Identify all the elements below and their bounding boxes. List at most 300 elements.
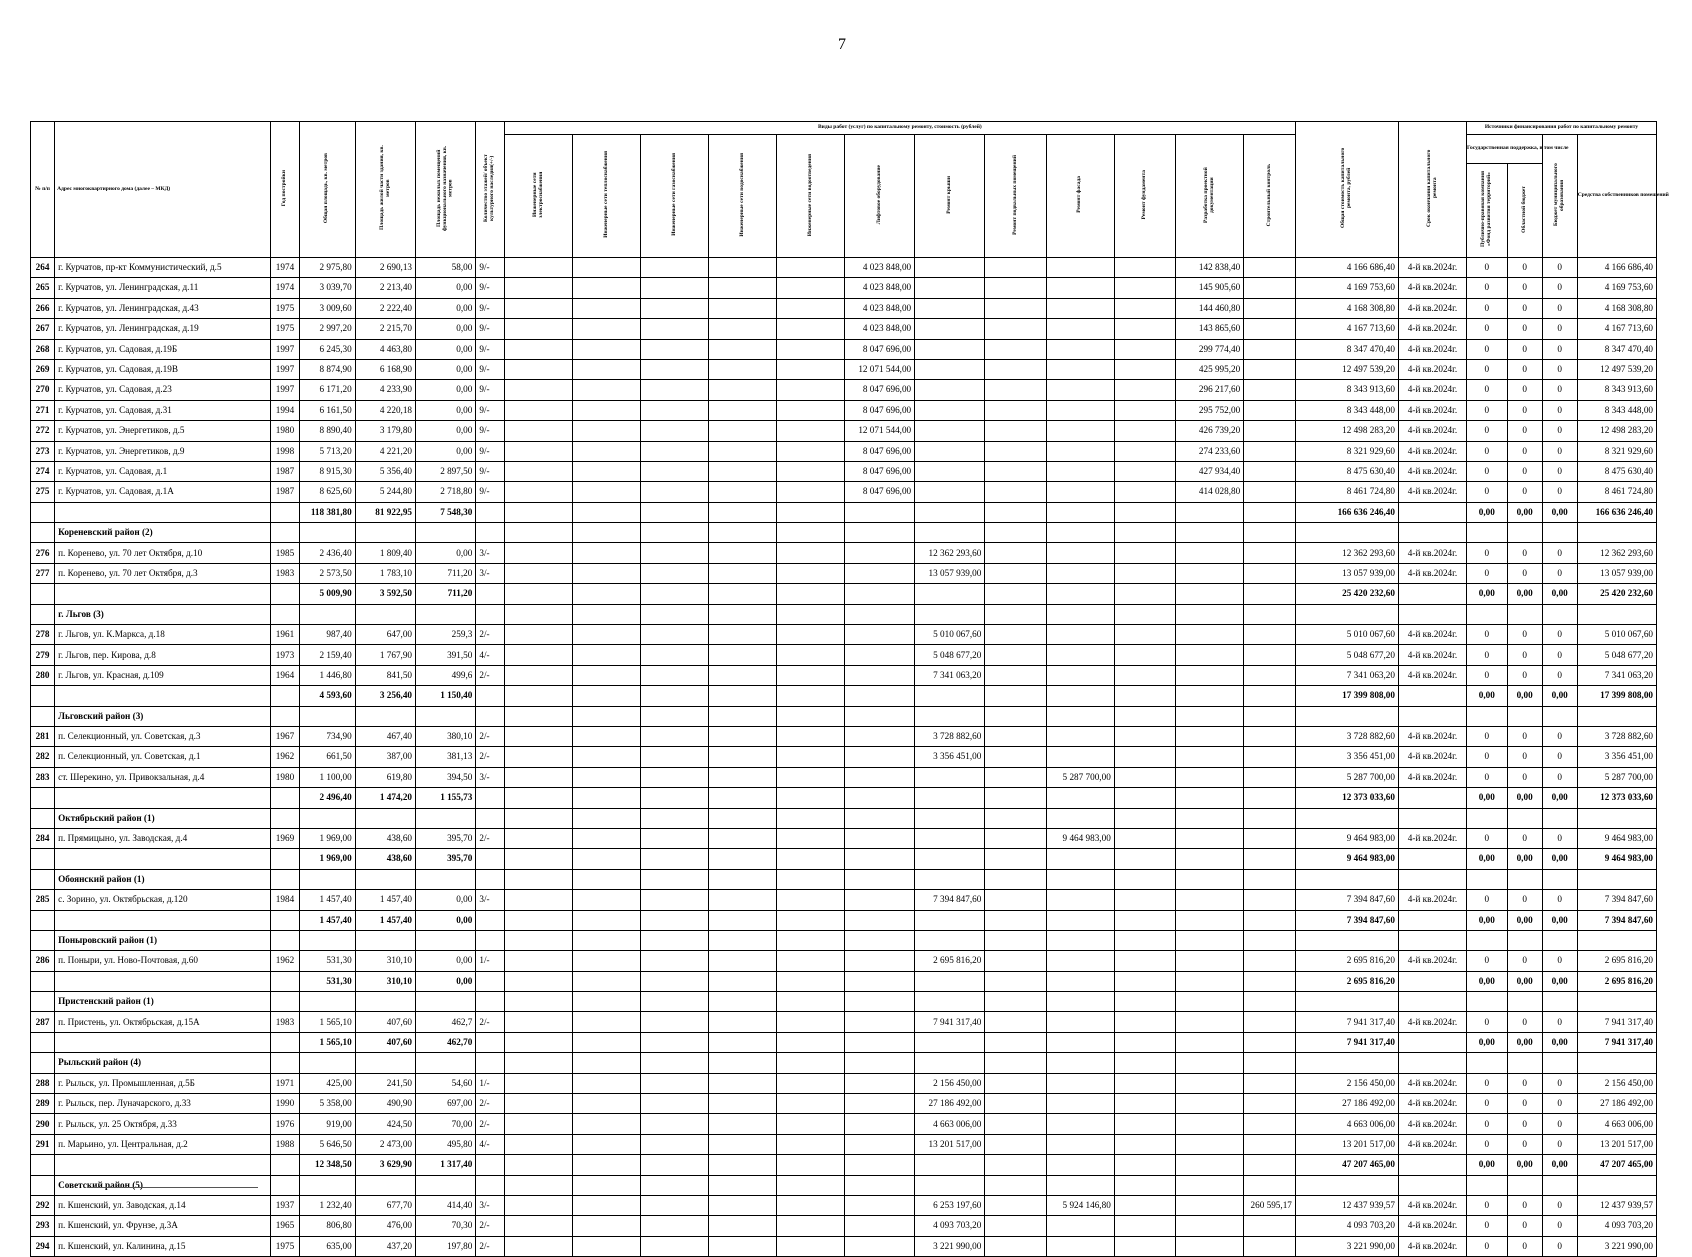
cell-work <box>1176 686 1244 706</box>
cell-empty <box>572 930 640 950</box>
cell-work-gas <box>640 1073 708 1093</box>
cell-deadline <box>1398 910 1466 930</box>
cell-work-sewer <box>776 951 844 971</box>
subtotal-row <box>31 686 1657 706</box>
cell-fund: 0,00 <box>1467 502 1508 522</box>
cell-empty <box>1507 1053 1542 1073</box>
cell-work-gas <box>640 380 708 400</box>
cell-living-area: 310,10 <box>355 951 415 971</box>
cell-total-area: 8 874,90 <box>299 359 355 379</box>
subtotal-row <box>31 1032 1657 1052</box>
cell-total-cost: 5 048 677,20 <box>1295 645 1398 665</box>
cell-work-water <box>708 319 776 339</box>
cell-total-cost: 8 461 724,80 <box>1295 482 1398 502</box>
cell-owners: 13 057 939,00 <box>1577 563 1656 583</box>
cell-year <box>271 849 300 869</box>
header-work-7: Ремонт крыши <box>915 135 985 258</box>
cell-empty <box>355 1053 415 1073</box>
cell-total-cost: 4 167 713,60 <box>1295 319 1398 339</box>
cell-work-supervision <box>1244 767 1296 787</box>
cell-deadline: 4-й кв.2024г. <box>1398 726 1466 746</box>
cell-no: 273 <box>31 441 55 461</box>
cell-living-area: 407,60 <box>355 1032 415 1052</box>
cell-total-area: 919,00 <box>299 1114 355 1134</box>
cell-work-gas <box>640 767 708 787</box>
cell-floors: 9/- <box>476 339 505 359</box>
cell-work-electric <box>504 319 572 339</box>
cell-empty <box>708 808 776 828</box>
capital-repair-table <box>30 121 1669 1257</box>
cell-work-electric <box>504 726 572 746</box>
cell-fund: 0 <box>1467 1073 1508 1093</box>
cell-work-facade <box>1046 951 1114 971</box>
cell-deadline <box>1398 1032 1466 1052</box>
cell-work-foundation <box>1114 1114 1175 1134</box>
cell-work-sewer <box>776 1094 844 1114</box>
cell-empty <box>1467 604 1508 624</box>
cell-work-foundation <box>1114 563 1175 583</box>
cell-total-area: 5 713,20 <box>299 441 355 461</box>
cell-year: 1997 <box>271 339 300 359</box>
cell-work-elevator <box>844 625 914 645</box>
cell-owners: 17 399 808,00 <box>1577 686 1656 706</box>
cell-work-supervision <box>1244 1073 1296 1093</box>
cell-work-supervision <box>1244 482 1296 502</box>
table-row <box>31 1073 1657 1093</box>
cell-work-electric <box>504 1094 572 1114</box>
cell-deadline <box>1398 1155 1466 1175</box>
cell-living-area: 476,00 <box>355 1216 415 1236</box>
cell-work-roof <box>915 319 985 339</box>
cell-work-electric <box>504 951 572 971</box>
cell-work-design: 144 460,80 <box>1176 298 1244 318</box>
cell-work-electric <box>504 359 572 379</box>
cell-year: 1964 <box>271 665 300 685</box>
cell-living-area: 3 256,40 <box>355 686 415 706</box>
cell-total-cost: 8 321 929,60 <box>1295 441 1398 461</box>
cell-empty <box>572 869 640 889</box>
cell-work <box>985 971 1046 991</box>
cell-address <box>55 1032 271 1052</box>
cell-work-water <box>708 1012 776 1032</box>
header-work-8: Ремонт подвальных помещений <box>985 135 1046 258</box>
cell-total-cost: 12 362 293,60 <box>1295 543 1398 563</box>
cell-work-basement <box>985 890 1046 910</box>
cell-year <box>271 910 300 930</box>
cell-work-water <box>708 1134 776 1154</box>
cell-empty <box>985 1175 1046 1195</box>
cell-work-foundation <box>1114 482 1175 502</box>
cell-empty <box>1176 869 1244 889</box>
cell-deadline <box>1398 971 1466 991</box>
table-row <box>31 278 1657 298</box>
cell-fund: 0 <box>1467 1195 1508 1215</box>
cell-empty <box>1507 808 1542 828</box>
cell-empty <box>1176 604 1244 624</box>
cell-empty <box>640 992 708 1012</box>
cell-work <box>1046 849 1114 869</box>
header-work-12: Строительный контроль <box>1244 135 1296 258</box>
cell-owners: 7 341 063,20 <box>1577 665 1656 685</box>
cell-work-supervision <box>1244 461 1296 481</box>
cell-deadline: 4-й кв.2024г. <box>1398 319 1466 339</box>
cell-work-basement <box>985 767 1046 787</box>
cell-work-basement <box>985 461 1046 481</box>
cell-deadline: 4-й кв.2024г. <box>1398 1012 1466 1032</box>
cell-owners: 7 394 847,60 <box>1577 890 1656 910</box>
cell-year: 1962 <box>271 747 300 767</box>
cell-work-supervision <box>1244 543 1296 563</box>
cell-work-water <box>708 645 776 665</box>
cell-address: г. Рыльск, ул. Промышленная, д.5Б <box>55 1073 271 1093</box>
cell-empty <box>640 706 708 726</box>
cell-empty <box>1467 523 1508 543</box>
cell-living-area: 2 690,13 <box>355 258 415 278</box>
cell-empty <box>1542 930 1577 950</box>
cell-work <box>504 686 572 706</box>
cell-year: 1975 <box>271 1236 300 1256</box>
cell-address <box>55 971 271 991</box>
cell-work-basement <box>985 421 1046 441</box>
cell-living-area: 310,10 <box>355 971 415 991</box>
cell-floors <box>476 971 505 991</box>
cell-work-foundation <box>1114 278 1175 298</box>
cell-deadline: 4-й кв.2024г. <box>1398 278 1466 298</box>
cell-work-design <box>1176 951 1244 971</box>
header-no: № п/п <box>31 122 55 258</box>
cell-empty <box>1467 930 1508 950</box>
cell-work-basement <box>985 1195 1046 1215</box>
cell-work-roof <box>915 828 985 848</box>
cell-deadline: 4-й кв.2024г. <box>1398 258 1466 278</box>
cell-no: 282 <box>31 747 55 767</box>
header-work-5: Инженерные сети водоотведения <box>776 135 844 258</box>
district-row <box>31 808 1657 828</box>
cell-year: 1990 <box>271 1094 300 1114</box>
cell-regional: 0 <box>1507 441 1542 461</box>
cell-living-area: 3 629,90 <box>355 1155 415 1175</box>
cell-nonres-area: 0,00 <box>416 359 476 379</box>
cell-municipal: 0 <box>1542 1114 1577 1134</box>
cell-owners: 12 373 033,60 <box>1577 788 1656 808</box>
cell-fund: 0 <box>1467 258 1508 278</box>
cell-empty <box>1176 1053 1244 1073</box>
cell-owners: 4 093 703,20 <box>1577 1216 1656 1236</box>
cell-nonres-area: 70,00 <box>416 1114 476 1134</box>
cell-empty <box>1244 1175 1296 1195</box>
subtotal-row <box>31 502 1657 522</box>
header-sources-group: Источники финансирования работ по капитальному ремонту <box>1467 122 1657 135</box>
cell-work-water <box>708 951 776 971</box>
cell-empty <box>1244 808 1296 828</box>
cell-work-facade <box>1046 482 1114 502</box>
cell-year: 1974 <box>271 258 300 278</box>
cell-owners: 4 169 753,60 <box>1577 278 1656 298</box>
cell-empty <box>1295 604 1398 624</box>
cell-work-elevator: 8 047 696,00 <box>844 380 914 400</box>
cell-fund: 0 <box>1467 890 1508 910</box>
cell-work-sewer <box>776 319 844 339</box>
cell-municipal: 0 <box>1542 890 1577 910</box>
cell-empty <box>299 1175 355 1195</box>
cell-work <box>504 910 572 930</box>
cell-work-elevator <box>844 1094 914 1114</box>
cell-address: г. Курчатов, ул. Садовая, д.31 <box>55 400 271 420</box>
cell-total-cost: 2 156 450,00 <box>1295 1073 1398 1093</box>
cell-work <box>776 584 844 604</box>
cell-empty <box>1046 808 1114 828</box>
cell-fund: 0 <box>1467 441 1508 461</box>
cell-no: 267 <box>31 319 55 339</box>
cell-work <box>844 849 914 869</box>
cell-empty <box>844 1053 914 1073</box>
cell-work-foundation <box>1114 767 1175 787</box>
cell-owners: 8 475 630,40 <box>1577 461 1656 481</box>
cell-total-area: 2 997,20 <box>299 319 355 339</box>
cell-total-area: 1 457,40 <box>299 910 355 930</box>
subtotal-row <box>31 849 1657 869</box>
cell-work-design <box>1176 563 1244 583</box>
cell-work <box>708 502 776 522</box>
cell-work-gas <box>640 1094 708 1114</box>
cell-empty <box>776 706 844 726</box>
cell-work-electric <box>504 1195 572 1215</box>
cell-floors: 9/- <box>476 441 505 461</box>
cell-regional: 0 <box>1507 1114 1542 1134</box>
cell-empty <box>416 523 476 543</box>
cell-empty <box>355 808 415 828</box>
cell-empty <box>299 706 355 726</box>
table-row <box>31 543 1657 563</box>
cell-work <box>1176 849 1244 869</box>
cell-total-area: 6 171,20 <box>299 380 355 400</box>
cell-work-heat <box>572 1216 640 1236</box>
cell-address: п. Коренево, ул. 70 лет Октября, д.3 <box>55 563 271 583</box>
cell-total-cost: 7 341 063,20 <box>1295 665 1398 685</box>
cell-living-area: 1 809,40 <box>355 543 415 563</box>
cell-owners: 2 695 816,20 <box>1577 971 1656 991</box>
cell-total-area: 3 039,70 <box>299 278 355 298</box>
cell-empty <box>271 604 300 624</box>
cell-empty <box>1542 1053 1577 1073</box>
cell-work-elevator <box>844 1114 914 1134</box>
cell-empty <box>776 1053 844 1073</box>
cell-total-area: 635,00 <box>299 1236 355 1256</box>
cell-work-basement <box>985 1073 1046 1093</box>
cell-owners: 12 437 939,57 <box>1577 1195 1656 1215</box>
cell-work-basement <box>985 1134 1046 1154</box>
cell-work-water <box>708 665 776 685</box>
cell-empty <box>1244 930 1296 950</box>
cell-total-cost: 4 093 703,20 <box>1295 1216 1398 1236</box>
cell-work-gas <box>640 1114 708 1134</box>
cell-empty <box>1176 1175 1244 1195</box>
cell-total-area: 5 358,00 <box>299 1094 355 1114</box>
cell-work <box>1114 971 1175 991</box>
cell-year: 1962 <box>271 951 300 971</box>
cell-address: г. Курчатов, ул. Садовая, д.23 <box>55 380 271 400</box>
cell-work-gas <box>640 339 708 359</box>
cell-fund: 0 <box>1467 726 1508 746</box>
cell-work-facade <box>1046 1114 1114 1134</box>
cell-work <box>1244 1155 1296 1175</box>
cell-regional: 0 <box>1507 400 1542 420</box>
cell-work-sewer <box>776 625 844 645</box>
footer-line <box>88 1187 258 1188</box>
cell-work-sewer <box>776 665 844 685</box>
cell-work-water <box>708 1073 776 1093</box>
cell-nonres-area: 0,00 <box>416 441 476 461</box>
cell-no <box>31 808 55 828</box>
cell-work-foundation <box>1114 625 1175 645</box>
cell-empty <box>1244 523 1296 543</box>
cell-regional: 0 <box>1507 1236 1542 1256</box>
cell-empty <box>572 992 640 1012</box>
cell-empty <box>776 523 844 543</box>
cell-work <box>1176 502 1244 522</box>
cell-owners: 8 347 470,40 <box>1577 339 1656 359</box>
cell-work-electric <box>504 400 572 420</box>
cell-empty <box>504 604 572 624</box>
cell-empty <box>1577 1053 1656 1073</box>
cell-deadline: 4-й кв.2024г. <box>1398 339 1466 359</box>
cell-work-supervision <box>1244 645 1296 665</box>
district-row <box>31 1053 1657 1073</box>
cell-work-foundation <box>1114 1012 1175 1032</box>
cell-work <box>1046 910 1114 930</box>
cell-empty <box>776 1175 844 1195</box>
cell-empty <box>1114 1053 1175 1073</box>
cell-municipal: 0 <box>1542 543 1577 563</box>
cell-work-water <box>708 380 776 400</box>
cell-no <box>31 869 55 889</box>
cell-living-area: 407,60 <box>355 1012 415 1032</box>
cell-work-supervision <box>1244 747 1296 767</box>
cell-work-foundation <box>1114 380 1175 400</box>
cell-floors: 2/- <box>476 747 505 767</box>
cell-year: 1987 <box>271 482 300 502</box>
cell-address: г. Рыльск, ул. 25 Октября, д.33 <box>55 1114 271 1134</box>
cell-regional: 0 <box>1507 380 1542 400</box>
cell-empty <box>572 523 640 543</box>
cell-regional: 0 <box>1507 1094 1542 1114</box>
cell-year: 1980 <box>271 767 300 787</box>
cell-work-supervision <box>1244 951 1296 971</box>
cell-floors: 9/- <box>476 278 505 298</box>
cell-no <box>31 971 55 991</box>
cell-work-electric <box>504 1134 572 1154</box>
cell-total-area: 3 009,60 <box>299 298 355 318</box>
cell-living-area: 3 592,50 <box>355 584 415 604</box>
cell-total-area: 425,00 <box>299 1073 355 1093</box>
cell-empty <box>1577 992 1656 1012</box>
cell-work <box>1176 910 1244 930</box>
cell-total-cost: 3 356 451,00 <box>1295 747 1398 767</box>
cell-empty <box>708 1175 776 1195</box>
cell-municipal: 0 <box>1542 1134 1577 1154</box>
cell-municipal: 0,00 <box>1542 686 1577 706</box>
cell-work-design <box>1176 1114 1244 1134</box>
cell-work-sewer <box>776 1012 844 1032</box>
cell-total-cost: 5 287 700,00 <box>1295 767 1398 787</box>
district-row <box>31 992 1657 1012</box>
cell-no: 278 <box>31 625 55 645</box>
cell-work-supervision <box>1244 380 1296 400</box>
cell-work-roof <box>915 258 985 278</box>
cell-work-basement <box>985 1012 1046 1032</box>
cell-work-basement <box>985 278 1046 298</box>
cell-nonres-area: 0,00 <box>416 278 476 298</box>
cell-work-basement <box>985 359 1046 379</box>
cell-empty <box>355 930 415 950</box>
cell-work-heat <box>572 645 640 665</box>
cell-fund: 0 <box>1467 482 1508 502</box>
page-number: 7 <box>838 36 846 53</box>
cell-no <box>31 849 55 869</box>
header-work-9: Ремонт фасада <box>1046 135 1114 258</box>
cell-floors <box>476 584 505 604</box>
cell-floors: 1/- <box>476 1073 505 1093</box>
cell-living-area: 1 457,40 <box>355 910 415 930</box>
header-regional: Областной бюджет <box>1507 164 1542 258</box>
cell-total-area: 531,30 <box>299 971 355 991</box>
cell-address: ст. Шерекино, ул. Привокзальная, д.4 <box>55 767 271 787</box>
cell-work <box>504 1032 572 1052</box>
cell-work-sewer <box>776 747 844 767</box>
cell-empty <box>355 869 415 889</box>
cell-work-heat <box>572 1012 640 1032</box>
cell-work-heat <box>572 298 640 318</box>
cell-deadline <box>1398 502 1466 522</box>
header-work-10: Ремонт фундамента <box>1114 135 1175 258</box>
district-row <box>31 523 1657 543</box>
cell-living-area: 841,50 <box>355 665 415 685</box>
cell-total-cost: 7 394 847,60 <box>1295 910 1398 930</box>
cell-work-supervision <box>1244 298 1296 318</box>
cell-fund: 0 <box>1467 278 1508 298</box>
cell-living-area: 4 463,80 <box>355 339 415 359</box>
cell-work-foundation <box>1114 359 1175 379</box>
cell-work-water <box>708 563 776 583</box>
cell-empty <box>1398 992 1466 1012</box>
cell-year: 1994 <box>271 400 300 420</box>
cell-work-design: 296 217,60 <box>1176 380 1244 400</box>
cell-floors: 2/- <box>476 828 505 848</box>
cell-work <box>640 788 708 808</box>
cell-year: 1969 <box>271 828 300 848</box>
cell-empty <box>1244 1053 1296 1073</box>
cell-work-basement <box>985 625 1046 645</box>
cell-work-sewer <box>776 563 844 583</box>
cell-work <box>572 971 640 991</box>
cell-deadline: 4-й кв.2024г. <box>1398 1236 1466 1256</box>
cell-empty <box>1467 1175 1508 1195</box>
cell-empty <box>271 523 300 543</box>
cell-address: г. Льгов, пер. Кирова, д.8 <box>55 645 271 665</box>
cell-year: 1961 <box>271 625 300 645</box>
cell-year: 1997 <box>271 359 300 379</box>
district-row <box>31 869 1657 889</box>
district-label: Кореневский район (2) <box>55 523 271 543</box>
cell-empty <box>504 869 572 889</box>
cell-work-sewer <box>776 890 844 910</box>
cell-work-water <box>708 543 776 563</box>
cell-work-design <box>1176 828 1244 848</box>
cell-work-sewer <box>776 380 844 400</box>
cell-total-cost: 7 394 847,60 <box>1295 890 1398 910</box>
cell-work-supervision <box>1244 258 1296 278</box>
cell-regional: 0 <box>1507 1134 1542 1154</box>
